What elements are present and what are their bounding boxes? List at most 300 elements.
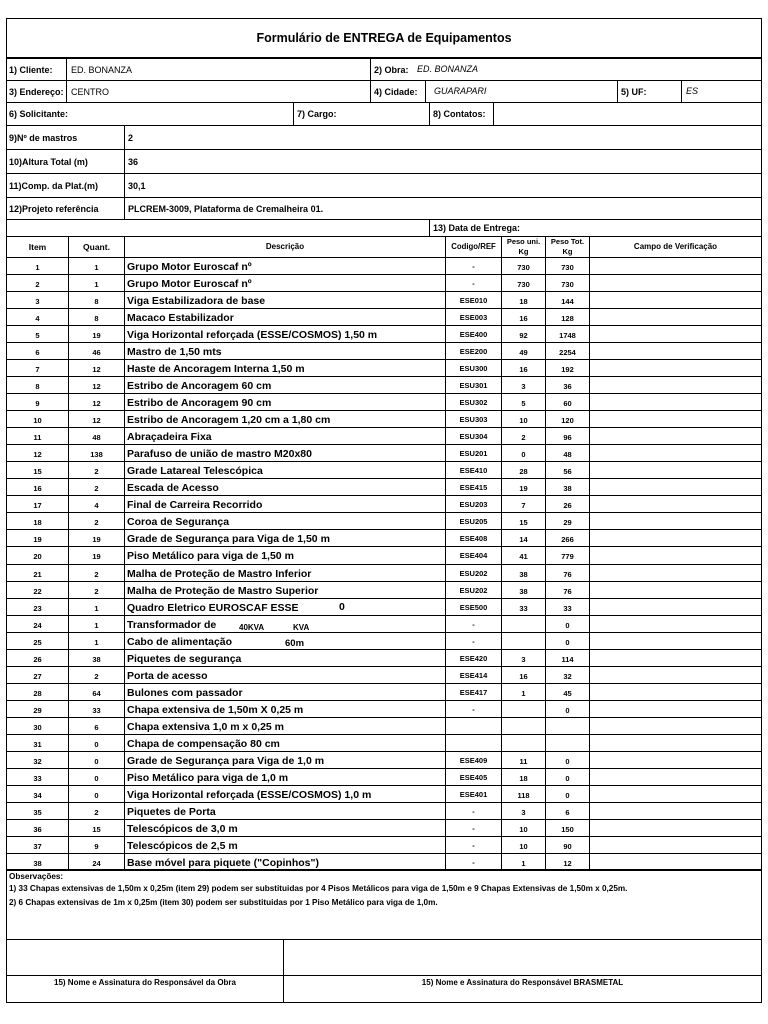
row-ref-cell	[445, 564, 502, 582]
solicitante-label: 6) Solicitante:	[9, 109, 69, 119]
row-peso-tot-cell	[545, 564, 590, 582]
observacoes-label: Observações:	[9, 872, 64, 881]
row-verification-cell[interactable]	[589, 581, 762, 599]
row-desc: Chapa extensiva 1,0 m x 0,25 m	[127, 721, 285, 733]
data-entrega-label: 13) Data de Entrega:	[433, 223, 521, 233]
cliente-value-cell[interactable]	[66, 58, 371, 81]
uf-value-cell[interactable]	[681, 80, 762, 103]
row-peso-uni-cell	[501, 325, 546, 343]
row-peso-tot: 192	[561, 365, 574, 374]
row-peso-tot-cell	[545, 649, 590, 667]
row-peso-uni: 1	[521, 859, 526, 868]
row-peso-tot: 36	[563, 382, 572, 391]
row-item: 7	[35, 365, 40, 374]
row-peso-uni-cell	[501, 512, 546, 530]
row-ref: -	[472, 705, 475, 714]
row-peso-uni-cell	[501, 751, 546, 769]
row-verification-cell[interactable]	[589, 291, 762, 309]
row-peso-tot-cell	[545, 461, 590, 479]
row-item-cell	[6, 768, 69, 786]
row-peso-tot: 1748	[559, 331, 576, 340]
row-item-cell	[6, 461, 69, 479]
data-entrega-cell[interactable]	[429, 219, 762, 237]
row-item: 9	[35, 399, 40, 408]
cargo-cell[interactable]	[293, 102, 430, 126]
row-desc: Piquetes de Porta	[127, 806, 216, 818]
row-desc-cell	[124, 393, 446, 411]
row-ref-cell	[445, 546, 502, 565]
row-peso-uni: 18	[519, 297, 528, 306]
row-peso-uni: 3	[521, 808, 526, 817]
row-peso-uni: 14	[519, 535, 528, 544]
row-item-cell	[6, 717, 69, 735]
row-peso-tot-cell	[545, 478, 590, 496]
row-ref: -	[472, 824, 475, 833]
row-verification-cell[interactable]	[589, 683, 762, 701]
comp-value-cell[interactable]	[124, 173, 762, 198]
row-desc-cell	[124, 325, 446, 343]
row-peso-uni: 730	[517, 263, 530, 272]
row-desc-cell	[124, 734, 446, 752]
comp-label-cell	[6, 173, 125, 198]
row-item-cell	[6, 257, 69, 275]
row-item-cell	[6, 478, 69, 496]
signature-obra-label-cell	[6, 975, 284, 1003]
header-codigo	[445, 236, 502, 258]
row-quant-cell	[68, 717, 125, 735]
row-ref: ESE010	[459, 296, 488, 305]
row-peso-uni: 118	[517, 791, 530, 800]
row-ref: ESE400	[459, 330, 488, 339]
row-ref-cell	[445, 581, 502, 599]
projeto-label-cell	[6, 197, 125, 220]
row-peso-uni: 92	[519, 331, 528, 340]
row-desc: Chapa extensiva de 1,50m X 0,25 m	[127, 704, 304, 716]
row-quant: 48	[92, 433, 101, 442]
row-ref-cell	[445, 598, 502, 616]
row-peso-uni-cell	[501, 410, 546, 428]
row-ref-cell	[445, 427, 502, 445]
row-desc-cell	[124, 529, 446, 547]
title-cell	[6, 18, 762, 58]
row-quant: 138	[90, 450, 103, 459]
row-item-cell	[6, 495, 69, 513]
row-desc-cell	[124, 308, 446, 326]
row-ref: -	[472, 841, 475, 850]
row-quant-cell	[68, 325, 125, 343]
row-peso-tot: 29	[563, 518, 572, 527]
row-quant: 12	[92, 382, 101, 391]
row-desc: Viga Horizontal reforçada (ESSE/COSMOS) 1,50 m	[127, 329, 378, 341]
row-quant-cell	[68, 308, 125, 326]
row-verification-cell[interactable]	[589, 598, 762, 616]
row-verification-cell[interactable]	[589, 649, 762, 667]
row-verification-cell[interactable]	[589, 478, 762, 496]
row-verification-cell[interactable]	[589, 461, 762, 479]
row-peso-tot-cell	[545, 308, 590, 326]
comp-label: 11)Comp. da Plat.(m)	[9, 181, 99, 191]
row-peso-tot-cell	[545, 359, 590, 377]
row-peso-uni-cell	[501, 819, 546, 837]
row-item: 5	[35, 331, 40, 340]
row-desc: Mastro de 1,50 mts	[127, 346, 222, 358]
row-item: 17	[33, 501, 42, 510]
row-peso-tot-cell	[545, 257, 590, 275]
row-ref: ESE200	[459, 347, 488, 356]
row-verification-cell[interactable]	[589, 734, 762, 752]
cidade-value: GUARAPARI	[434, 86, 487, 96]
row-ref: ESU302	[459, 398, 488, 407]
row-ref-cell	[445, 359, 502, 377]
row-ref-cell	[445, 785, 502, 803]
row-verification-cell[interactable]	[589, 717, 762, 735]
row-quant: 9	[94, 842, 99, 851]
row-verification-cell[interactable]	[589, 257, 762, 275]
row-item: 26	[33, 655, 42, 664]
row-desc: Transformador de	[127, 619, 217, 631]
row-quant: 12	[92, 399, 101, 408]
row-peso-tot-cell	[545, 393, 590, 411]
row-ref: ESU300	[459, 364, 488, 373]
row-desc-cell	[124, 666, 446, 684]
row-verification-cell[interactable]	[589, 444, 762, 462]
row-item: 30	[33, 723, 42, 732]
row-desc: Viga Estabilizadora de base	[127, 295, 266, 307]
row-peso-uni-cell	[501, 495, 546, 513]
row-ref-cell	[445, 444, 502, 462]
row-ref-cell	[445, 308, 502, 326]
row-ref-cell	[445, 291, 502, 309]
row-ref-cell	[445, 274, 502, 292]
row-quant-cell	[68, 257, 125, 275]
header-descricao-label: Descrição	[265, 242, 305, 251]
projeto-value-cell[interactable]	[124, 197, 762, 220]
row-item: 1	[35, 263, 40, 272]
row-item: 8	[35, 382, 40, 391]
obra-cell[interactable]	[370, 58, 762, 81]
row-desc: Piquetes de segurança	[127, 653, 242, 665]
altura-label: 10)Altura Total (m)	[9, 157, 88, 167]
row-verification-cell[interactable]	[589, 819, 762, 837]
uf-label-cell	[617, 80, 682, 103]
contatos-value-cell[interactable]	[493, 102, 762, 126]
row-peso-uni: 16	[519, 672, 528, 681]
row-verification-cell[interactable]	[589, 836, 762, 854]
row-ref-cell	[445, 342, 502, 360]
contatos-label-cell	[429, 102, 494, 126]
row-peso-tot-cell	[545, 819, 590, 837]
row-verification-cell[interactable]	[589, 512, 762, 530]
row-peso-uni: 3	[521, 655, 526, 664]
row-verification-cell[interactable]	[589, 632, 762, 650]
row-desc: Malha de Proteção de Mastro Superior	[127, 585, 319, 597]
signature-obra-label: 15) Nome e Assinatura do Responsável da Obra	[54, 978, 236, 987]
row-ref: ESE420	[459, 654, 488, 663]
row-quant: 0	[94, 757, 99, 766]
row-item-cell	[6, 785, 69, 803]
row-desc: Final de Carreira Recorrido	[127, 499, 263, 511]
row-item-cell	[6, 376, 69, 394]
row-desc: Abraçadeira Fixa	[127, 431, 212, 443]
row-verification-cell[interactable]	[589, 666, 762, 684]
row-peso-tot: 6	[565, 808, 570, 817]
row-desc-cell	[124, 751, 446, 769]
row-desc: Piso Metálico para viga de 1,0 m	[127, 772, 289, 784]
row-verification-cell[interactable]	[589, 546, 762, 565]
row-quant-cell	[68, 291, 125, 309]
row-peso-tot-cell	[545, 785, 590, 803]
row-desc: Piso Metálico para viga de 1,50 m	[127, 550, 294, 562]
row-quant-cell	[68, 393, 125, 411]
row-item-cell	[6, 546, 69, 565]
row-peso-tot-cell	[545, 683, 590, 701]
row-verification-cell[interactable]	[589, 393, 762, 411]
row-peso-uni: 1	[521, 689, 526, 698]
row-desc-cell	[124, 836, 446, 854]
row-verification-cell[interactable]	[589, 768, 762, 786]
row-ref: ESE410	[459, 466, 488, 475]
row-desc-cell	[124, 512, 446, 530]
row-quant: 0	[94, 791, 99, 800]
header-peso-uni	[501, 236, 546, 258]
row-peso-tot: 60	[563, 399, 572, 408]
row-desc: Grade de Segurança para Viga de 1,0 m	[127, 755, 325, 767]
row-verification-cell[interactable]	[589, 376, 762, 394]
row-ref-cell	[445, 836, 502, 854]
row-quant-cell	[68, 598, 125, 616]
row-peso-uni: 5	[521, 399, 526, 408]
row-peso-tot: 76	[563, 587, 572, 596]
row-quant-cell	[68, 683, 125, 701]
row-peso-tot: 0	[565, 774, 570, 783]
row-item-cell	[6, 444, 69, 462]
header-verificacao-label: Campo de Verificação	[633, 242, 718, 251]
row-verification-cell[interactable]	[589, 564, 762, 582]
row-quant-cell	[68, 376, 125, 394]
cargo-label: 7) Cargo:	[297, 109, 337, 119]
row-quant: 8	[94, 314, 99, 323]
row-peso-tot: 0	[565, 621, 570, 630]
signature-brasmetal-space[interactable]	[283, 939, 762, 976]
row-peso-uni-cell	[501, 393, 546, 411]
row-quant-cell	[68, 581, 125, 599]
row-quant: 38	[92, 655, 101, 664]
row-desc: Bulones com passador	[127, 687, 243, 699]
row-quant-cell	[68, 564, 125, 582]
row-item: 27	[33, 672, 42, 681]
row-peso-tot-cell	[545, 666, 590, 684]
row-peso-uni: 49	[519, 348, 528, 357]
row-ref-cell	[445, 615, 502, 633]
row-verification-cell[interactable]	[589, 529, 762, 547]
row-peso-tot-cell	[545, 717, 590, 735]
row-peso-tot-cell	[545, 274, 590, 292]
row-peso-uni-cell	[501, 308, 546, 326]
cidade-label-cell	[370, 80, 426, 103]
row-item: 37	[33, 842, 42, 851]
row-peso-uni: 16	[519, 314, 528, 323]
row-desc: Telescópicos de 2,5 m	[127, 840, 238, 852]
cliente-label-cell	[6, 58, 67, 81]
row-ref: ESU202	[459, 586, 488, 595]
row-verification-cell[interactable]	[589, 359, 762, 377]
row-peso-tot: 96	[563, 433, 572, 442]
row-peso-tot-cell	[545, 291, 590, 309]
row-quant-cell	[68, 274, 125, 292]
row-peso-uni: 0	[521, 450, 526, 459]
row-ref: ESE500	[459, 603, 488, 612]
row-item: 24	[33, 621, 42, 630]
row-item: 11	[33, 433, 42, 442]
row-peso-uni-cell	[501, 461, 546, 479]
signature-obra-space[interactable]	[6, 939, 284, 976]
row-verification-cell[interactable]	[589, 410, 762, 428]
row-desc-cell	[124, 546, 446, 565]
row-item: 36	[33, 825, 42, 834]
row-verification-cell[interactable]	[589, 342, 762, 360]
row-item: 31	[33, 740, 42, 749]
row-peso-uni-cell	[501, 649, 546, 667]
row-quant: 19	[92, 552, 101, 561]
row-peso-uni-cell	[501, 444, 546, 462]
row-peso-tot: 114	[561, 655, 574, 664]
row-ref-cell	[445, 512, 502, 530]
endereco-value-cell[interactable]	[66, 80, 371, 103]
row-desc-cell	[124, 427, 446, 445]
row-ref-cell	[445, 666, 502, 684]
row-peso-tot: 144	[561, 297, 574, 306]
row-item: 18	[33, 518, 42, 527]
row-verification-cell[interactable]	[589, 274, 762, 292]
row-ref: -	[472, 807, 475, 816]
row-ref-cell	[445, 410, 502, 428]
mastros-value-cell[interactable]	[124, 125, 762, 150]
row-peso-tot: 0	[565, 791, 570, 800]
row-desc: Malha de Proteção de Mastro Inferior	[127, 568, 312, 580]
altura-value-cell[interactable]	[124, 149, 762, 174]
obra-label: 2) Obra:	[374, 65, 409, 75]
row-peso-uni-cell	[501, 632, 546, 650]
header-item	[6, 236, 69, 258]
row-quant: 12	[92, 365, 101, 374]
row-item-cell	[6, 291, 69, 309]
row-peso-uni: 10	[519, 825, 528, 834]
row-desc-cell	[124, 785, 446, 803]
row-item: 2	[35, 280, 40, 289]
row-ref: ESE405	[459, 773, 488, 782]
solicitante-cell[interactable]	[6, 102, 294, 126]
uf-label: 5) UF:	[621, 87, 647, 97]
row-peso-uni-cell	[501, 683, 546, 701]
row-desc: Telescópicos de 3,0 m	[127, 823, 238, 835]
row-item-cell	[6, 734, 69, 752]
row-ref: -	[472, 858, 475, 867]
row-peso-tot-cell	[545, 598, 590, 616]
row-peso-tot-cell	[545, 836, 590, 854]
row-verification-cell[interactable]	[589, 308, 762, 326]
row-item-cell	[6, 410, 69, 428]
row-ref: ESE409	[459, 756, 488, 765]
row-desc-cell	[124, 581, 446, 599]
row-item: 28	[33, 689, 42, 698]
row-item-cell	[6, 342, 69, 360]
row-peso-uni: 38	[519, 570, 528, 579]
row-ref-cell	[445, 717, 502, 735]
row-desc-cell	[124, 802, 446, 820]
row-desc-extra: 40KVA	[239, 623, 265, 632]
row-peso-tot-cell	[545, 342, 590, 360]
row-verification-cell[interactable]	[589, 700, 762, 718]
row-quant-cell	[68, 632, 125, 650]
row-peso-uni-cell	[501, 529, 546, 547]
row-ref: ESU301	[459, 381, 488, 390]
cidade-label: 4) Cidade:	[374, 87, 418, 97]
row-desc-cell	[124, 478, 446, 496]
row-item-cell	[6, 274, 69, 292]
row-item-cell	[6, 512, 69, 530]
row-ref: ESU205	[459, 517, 488, 526]
row-desc-cell	[124, 819, 446, 837]
row-peso-tot-cell	[545, 632, 590, 650]
row-peso-tot: 128	[561, 314, 574, 323]
row-desc: Base móvel para piquete ("Copinhos")	[127, 857, 319, 869]
row-quant: 64	[92, 689, 101, 698]
row-peso-uni-cell	[501, 274, 546, 292]
row-quant-cell	[68, 444, 125, 462]
row-peso-tot: 26	[563, 501, 572, 510]
row-quant-cell	[68, 819, 125, 837]
row-desc-cell	[124, 768, 446, 786]
row-quant: 1	[94, 280, 99, 289]
row-quant-cell	[68, 734, 125, 752]
row-item-cell	[6, 683, 69, 701]
row-ref-cell	[445, 393, 502, 411]
row-verification-cell[interactable]	[589, 427, 762, 445]
row-desc: Estribo de Ancoragem 1,20 cm a 1,80 cm	[127, 414, 331, 426]
row-ref-cell	[445, 751, 502, 769]
comp-value: 30,1	[128, 181, 146, 191]
row-verification-cell[interactable]	[589, 325, 762, 343]
row-desc: Grade de Segurança para Viga de 1,50 m	[127, 533, 330, 545]
cidade-value-cell[interactable]	[425, 80, 618, 103]
header-peso-tot-unit: Kg	[562, 247, 573, 256]
row-item-cell	[6, 649, 69, 667]
row-peso-tot: 0	[565, 757, 570, 766]
row-quant: 6	[94, 723, 99, 732]
row-ref-cell	[445, 683, 502, 701]
row-quant-cell	[68, 495, 125, 513]
row-peso-uni-cell	[501, 478, 546, 496]
row-item-cell	[6, 615, 69, 633]
row-peso-tot: 56	[563, 467, 572, 476]
row-item: 16	[33, 484, 42, 493]
row-peso-tot-cell	[545, 495, 590, 513]
row-quant-cell	[68, 512, 125, 530]
contatos-label: 8) Contatos:	[433, 109, 486, 119]
row-verification-cell[interactable]	[589, 785, 762, 803]
row-quant-cell	[68, 546, 125, 565]
row-verification-cell[interactable]	[589, 802, 762, 820]
row-peso-tot: 33	[563, 604, 572, 613]
row-peso-uni-cell	[501, 666, 546, 684]
row-peso-tot: 730	[561, 280, 574, 289]
row-peso-tot-cell	[545, 512, 590, 530]
row-verification-cell[interactable]	[589, 495, 762, 513]
row-verification-cell[interactable]	[589, 751, 762, 769]
row-quant: 2	[94, 808, 99, 817]
header-item-label: Item	[28, 242, 47, 252]
row-verification-cell[interactable]	[589, 615, 762, 633]
